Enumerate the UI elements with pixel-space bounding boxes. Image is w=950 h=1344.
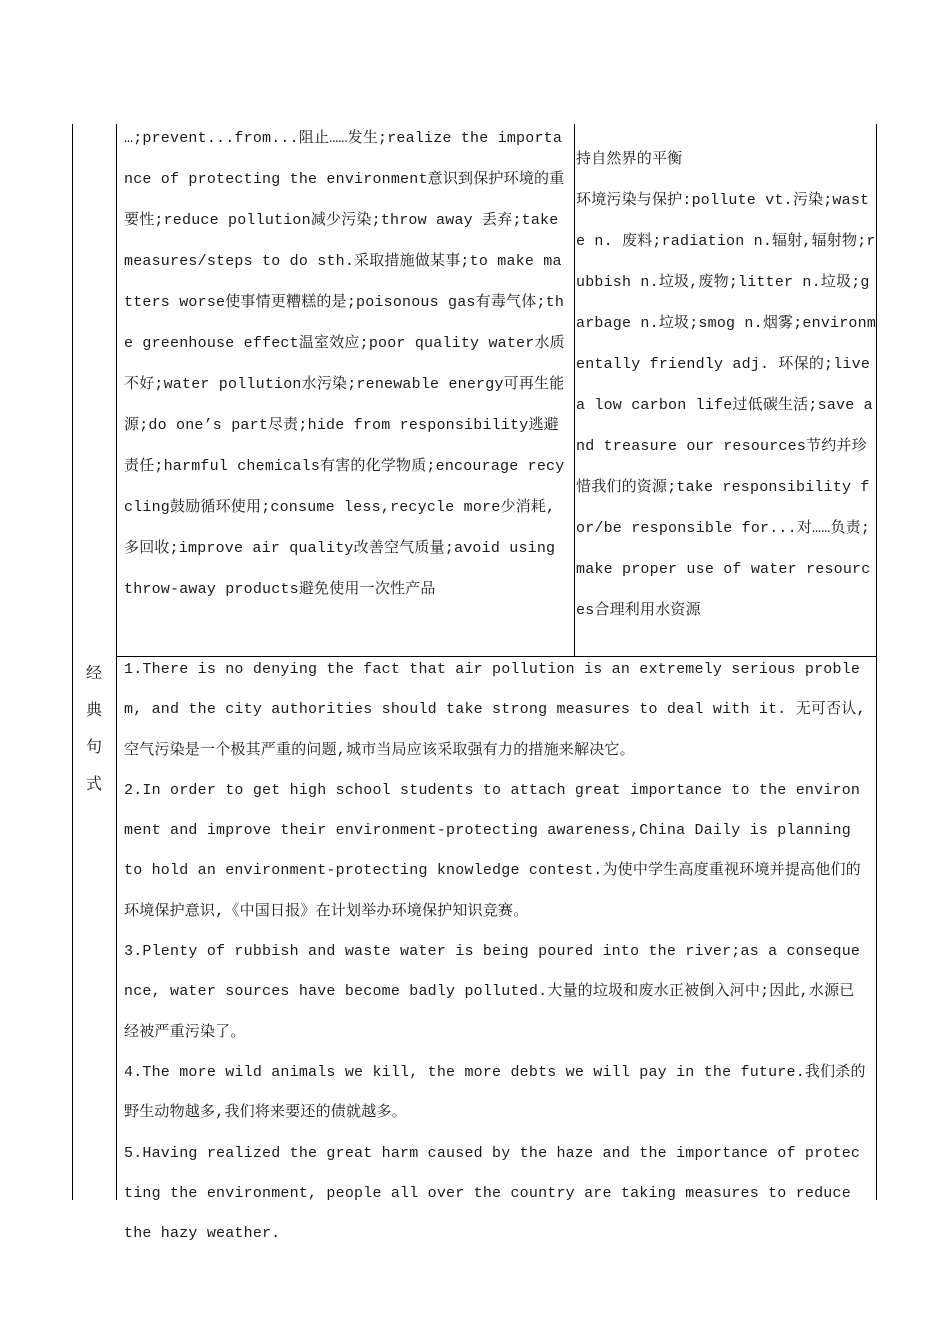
section-label-char: 经 — [85, 663, 102, 682]
sentences-cell — [124, 650, 866, 1254]
section-label-char: 式 — [85, 774, 102, 793]
vocab-right-first-line: 持自然界的平衡 — [576, 151, 683, 168]
sentence-item: 2.In order to get high school students to attach great importance to the environment and improve their environment-protecting awareness,China Daily is planning to hold an environment-protecting knowledge contest.为使中学生高度重视环境并提高他们的环境保护意识,《中国日报》在计划举办环境保护知识竞赛。 — [124, 781, 861, 920]
vocab-left-cell: …;prevent...from...阻止……发生;realize the importance of protecting the environment意识到保护环境的重要性;reduce pollution减少污染;throw away 丢弃;take measures/steps to do sth.采取措施做某事;to make matters worse使事情更糟糕的是;poisonous gas有毒气体;the greenhouse effect温室效应;poor quality water水质不好;water pollution水污染;renewable energy可再生能源;do one’s part尽责;hide from responsibility逃避责任;harmful chemicals有害的化学物质;encourage recycling鼓励循环使用;consume less,recycle more少消耗,多回收;improve air quality改善空气质量;avoid using throw-away products避免使用一次性产品 — [124, 130, 565, 598]
sentence-item: 1.There is no denying the fact that air pollution is an extremely serious problem, and the city authorities should take strong measures to deal with it. 无可否认,空气污染是一个极其严重的问题,城市当局应该采取强有力的措施来解决它。 — [124, 661, 866, 759]
section-label — [80, 654, 108, 802]
vocab-column-divider — [574, 124, 575, 656]
section-label-char: 典 — [85, 700, 102, 719]
sentence-item: 3.Plenty of rubbish and waste water is being poured into the river;as a consequence, water sources have become badly polluted.大量的垃圾和废水正被倒入河中;因此,水源已经被严重污染了。 — [124, 943, 861, 1041]
vocab-right-cell — [576, 140, 878, 631]
vocab-right-body: 环境污染与保护:pollute vt.污染;waste n. 废料;radiation n.辐射,辐射物;rubbish n.垃圾,废物;litter n.垃圾;garbage n.垃圾;smog n.烟雾;environmentally friendly adj. 环保的;live a low carbon life过低碳生活;save and treasure our resources节约并珍惜我们的资源;take responsibility for/be responsible for...对……负责;make proper use of water resources合理利用水资源 — [576, 192, 877, 619]
section-label-char: 句 — [85, 737, 102, 756]
sentence-item: 4.The more wild animals we kill, the more debts we will pay in the future.我们杀的野生动物越多,我们将来要还的债就越多。 — [124, 1063, 866, 1122]
table-left-border — [72, 124, 73, 1200]
sentence-item: 5.Having realized the great harm caused by the haze and the importance of protecting the environment, people all over the country are taking measures to reduce the hazy weather. — [124, 1144, 861, 1243]
label-column-divider — [116, 124, 117, 1200]
